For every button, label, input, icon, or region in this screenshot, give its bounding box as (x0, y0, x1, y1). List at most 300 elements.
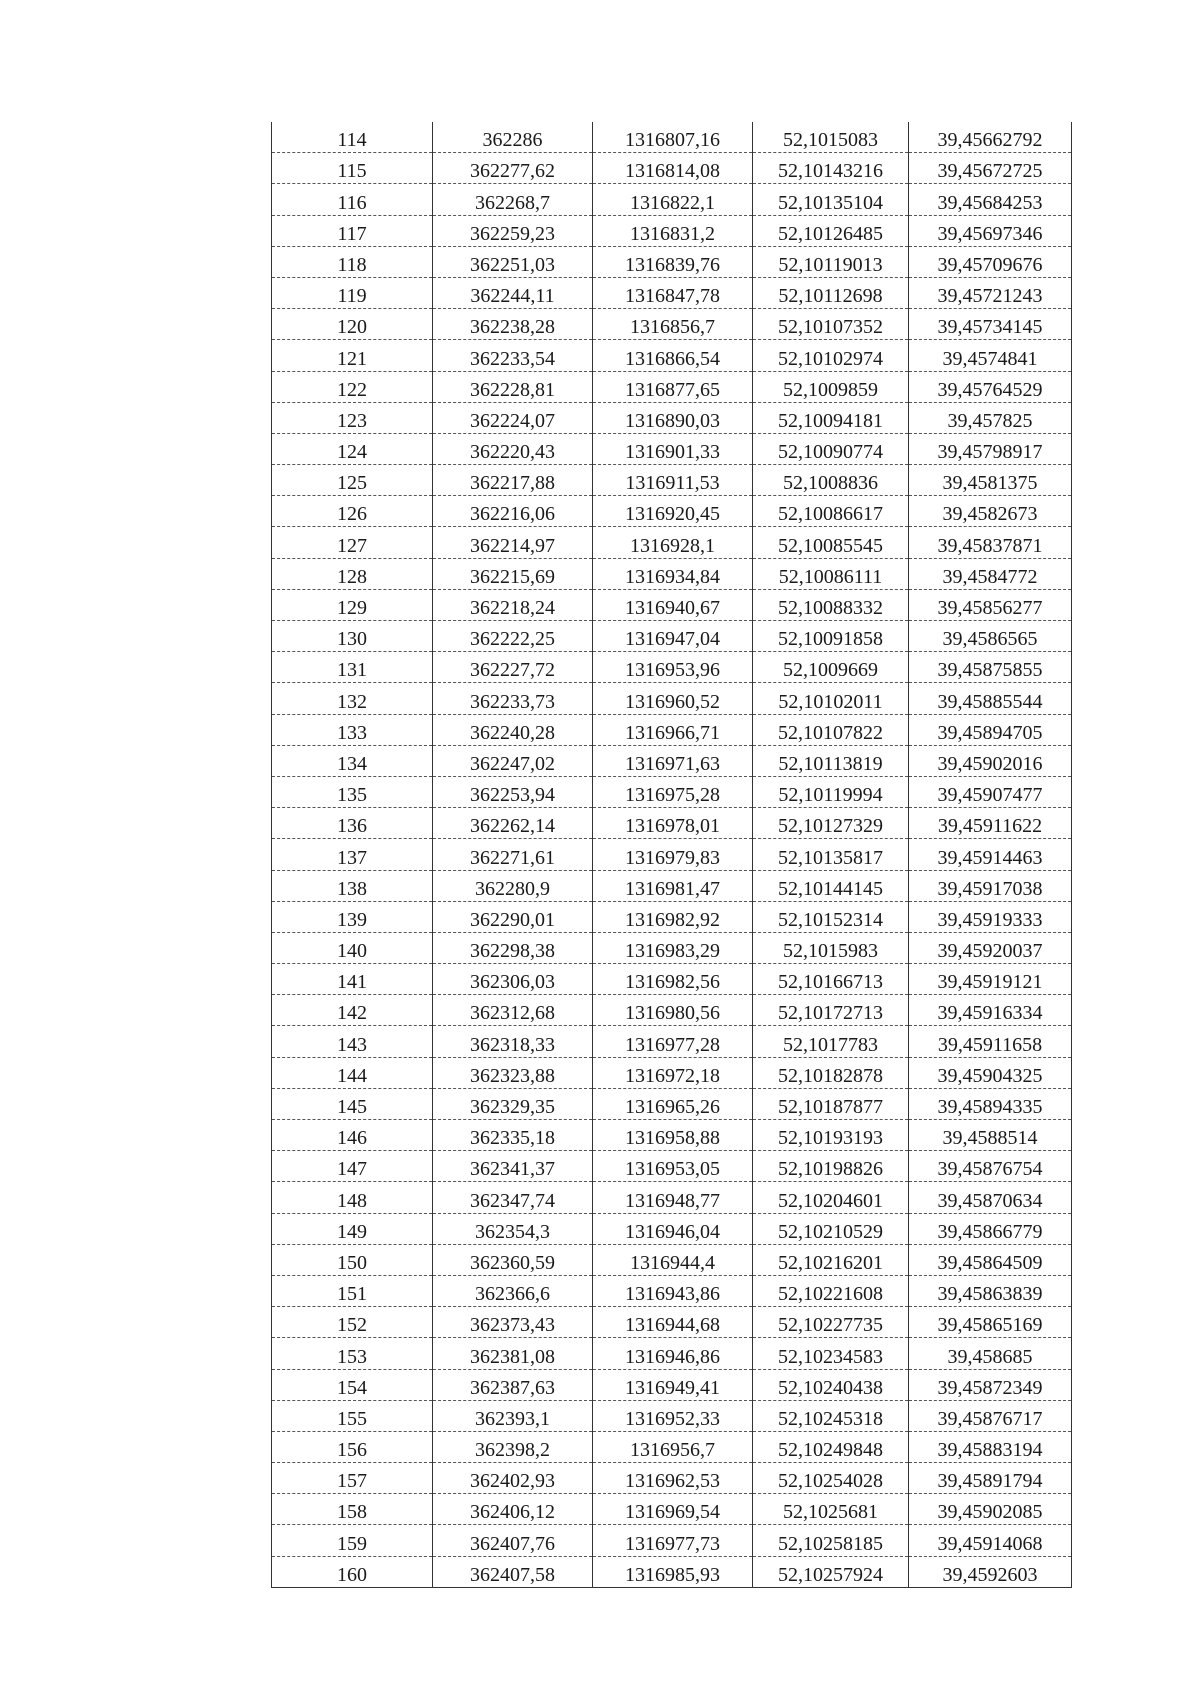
table-row (272, 839, 1072, 870)
latitude-cell (753, 1463, 909, 1494)
y-coordinate-cell (593, 870, 753, 901)
latitude-cell (753, 714, 909, 745)
point-number-cell (272, 1057, 433, 1088)
x-coordinate-value: 362247,02 (470, 752, 555, 775)
latitude-value: 52,1009859 (783, 378, 878, 401)
latitude-cell (753, 558, 909, 589)
point-number-cell (272, 589, 433, 620)
latitude-value: 52,1025681 (783, 1501, 878, 1524)
longitude-cell (909, 808, 1072, 839)
latitude-cell (753, 277, 909, 308)
x-coordinate-cell (433, 1307, 593, 1338)
latitude-value: 52,1009669 (783, 659, 878, 682)
longitude-cell (909, 433, 1072, 464)
point-number-value: 146 (337, 1127, 367, 1150)
point-number-value: 123 (337, 409, 367, 432)
point-number-cell (272, 1307, 433, 1338)
point-number-value: 124 (337, 441, 367, 464)
latitude-cell (753, 1400, 909, 1431)
point-number-cell (272, 964, 433, 995)
latitude-cell (753, 1525, 909, 1556)
latitude-cell (753, 839, 909, 870)
y-coordinate-value: 1316943,86 (625, 1283, 720, 1306)
x-coordinate-cell (433, 1400, 593, 1431)
x-coordinate-cell (433, 995, 593, 1026)
table-row (272, 1338, 1072, 1369)
x-coordinate-cell (433, 745, 593, 776)
x-coordinate-cell (433, 496, 593, 527)
point-number-value: 116 (337, 191, 367, 214)
x-coordinate-cell (433, 652, 593, 683)
x-coordinate-value: 362298,38 (470, 940, 555, 963)
latitude-value: 52,10172713 (778, 1002, 883, 1025)
latitude-cell (753, 1275, 909, 1306)
point-number-value: 118 (337, 253, 367, 276)
y-coordinate-cell (593, 496, 753, 527)
latitude-cell (753, 776, 909, 807)
longitude-cell (909, 1088, 1072, 1119)
longitude-cell (909, 277, 1072, 308)
latitude-value: 52,10119013 (778, 253, 883, 276)
y-coordinate-value: 1316982,92 (625, 908, 720, 931)
point-number-value: 136 (337, 815, 367, 838)
point-number-cell (272, 1151, 433, 1182)
x-coordinate-cell (433, 839, 593, 870)
table-row (272, 465, 1072, 496)
point-number-cell (272, 901, 433, 932)
longitude-cell (909, 714, 1072, 745)
longitude-value: 39,4574841 (942, 347, 1038, 370)
y-coordinate-value: 1316940,67 (625, 597, 720, 619)
point-number-cell (272, 1556, 433, 1587)
point-number-cell (272, 1182, 433, 1213)
longitude-value: 39,45697346 (937, 222, 1043, 245)
table-row (272, 246, 1072, 277)
longitude-value: 39,45876717 (937, 1407, 1043, 1430)
point-number-value: 147 (337, 1158, 367, 1181)
latitude-value: 52,10216201 (778, 1251, 883, 1274)
y-coordinate-cell (593, 1120, 753, 1151)
y-coordinate-cell (593, 1463, 753, 1494)
point-number-value: 127 (337, 534, 367, 557)
latitude-cell (753, 433, 909, 464)
point-number-cell (272, 932, 433, 963)
y-coordinate-cell (593, 465, 753, 496)
latitude-cell (753, 1369, 909, 1400)
x-coordinate-cell (433, 776, 593, 807)
y-coordinate-value: 1316877,65 (625, 378, 720, 401)
y-coordinate-cell (593, 1088, 753, 1119)
table-row (272, 402, 1072, 433)
x-coordinate-cell (433, 122, 593, 153)
point-number-cell (272, 527, 433, 558)
point-number-value: 152 (337, 1314, 367, 1337)
longitude-cell (909, 683, 1072, 714)
y-coordinate-cell (593, 932, 753, 963)
x-coordinate-value: 362354,3 (475, 1220, 550, 1243)
y-coordinate-cell (593, 1026, 753, 1057)
x-coordinate-value: 362318,33 (470, 1033, 555, 1056)
x-coordinate-cell (433, 184, 593, 215)
latitude-value: 52,10249848 (778, 1439, 883, 1462)
table-row (272, 995, 1072, 1026)
point-number-cell (272, 1026, 433, 1057)
longitude-cell (909, 932, 1072, 963)
y-coordinate-value: 1316831,2 (630, 222, 715, 245)
longitude-cell (909, 1213, 1072, 1244)
latitude-value: 52,10166713 (778, 971, 883, 994)
table-row (272, 277, 1072, 308)
y-coordinate-cell (593, 964, 753, 995)
y-coordinate-cell (593, 1244, 753, 1275)
latitude-cell (753, 465, 909, 496)
longitude-value: 39,45764529 (937, 378, 1043, 401)
latitude-value: 52,1015983 (783, 940, 878, 963)
point-number-cell (272, 714, 433, 745)
latitude-value: 52,10107822 (778, 721, 883, 744)
x-coordinate-value: 362224,07 (470, 409, 555, 432)
point-number-cell (272, 1494, 433, 1525)
y-coordinate-value: 1316920,45 (625, 503, 720, 526)
y-coordinate-cell (593, 745, 753, 776)
x-coordinate-cell (433, 527, 593, 558)
longitude-cell (909, 1431, 1072, 1462)
x-coordinate-cell (433, 215, 593, 246)
x-coordinate-value: 362233,54 (470, 347, 555, 370)
point-number-value: 120 (337, 316, 367, 339)
table-row (272, 1026, 1072, 1057)
table-row (272, 558, 1072, 589)
x-coordinate-value: 362387,63 (470, 1376, 555, 1399)
y-coordinate-cell (593, 433, 753, 464)
point-number-cell (272, 465, 433, 496)
latitude-cell (753, 1338, 909, 1369)
longitude-cell (909, 527, 1072, 558)
latitude-value: 52,10240438 (778, 1376, 883, 1399)
x-coordinate-cell (433, 1525, 593, 1556)
point-number-value: 132 (337, 690, 367, 713)
y-coordinate-cell (593, 1494, 753, 1525)
x-coordinate-value: 362393,1 (475, 1407, 550, 1430)
y-coordinate-cell (593, 1525, 753, 1556)
latitude-value: 52,10113819 (778, 752, 883, 775)
y-coordinate-value: 1316965,26 (625, 1096, 720, 1118)
longitude-value: 39,45894335 (937, 1096, 1043, 1118)
longitude-cell (909, 745, 1072, 776)
point-number-value: 131 (337, 659, 367, 682)
table-row (272, 184, 1072, 215)
x-coordinate-cell (433, 465, 593, 496)
y-coordinate-value: 1316948,77 (625, 1189, 720, 1212)
longitude-cell (909, 1556, 1072, 1587)
y-coordinate-cell (593, 1213, 753, 1244)
y-coordinate-value: 1316969,54 (625, 1501, 720, 1524)
longitude-value: 39,45883194 (937, 1439, 1043, 1462)
latitude-cell (753, 1307, 909, 1338)
latitude-cell (753, 1556, 909, 1587)
latitude-cell (753, 652, 909, 683)
latitude-cell (753, 122, 909, 153)
x-coordinate-cell (433, 246, 593, 277)
longitude-cell (909, 1525, 1072, 1556)
table-row (272, 1088, 1072, 1119)
latitude-value: 52,10127329 (778, 815, 883, 838)
table-row (272, 527, 1072, 558)
coordinate-table-body (272, 122, 1072, 1587)
table-row (272, 683, 1072, 714)
y-coordinate-cell (593, 402, 753, 433)
y-coordinate-value: 1316947,04 (625, 628, 720, 651)
x-coordinate-value: 362381,08 (470, 1345, 555, 1368)
longitude-cell (909, 839, 1072, 870)
y-coordinate-cell (593, 652, 753, 683)
latitude-cell (753, 932, 909, 963)
latitude-cell (753, 621, 909, 652)
x-coordinate-cell (433, 1463, 593, 1494)
y-coordinate-cell (593, 215, 753, 246)
longitude-value: 39,4584772 (942, 565, 1038, 588)
point-number-value: 156 (337, 1439, 367, 1462)
latitude-cell (753, 1494, 909, 1525)
x-coordinate-cell (433, 1182, 593, 1213)
longitude-cell (909, 465, 1072, 496)
longitude-value: 39,45662792 (937, 129, 1043, 152)
longitude-value: 39,45914463 (937, 846, 1043, 869)
x-coordinate-value: 362244,11 (470, 285, 555, 308)
x-coordinate-value: 362306,03 (470, 971, 555, 994)
x-coordinate-cell (433, 558, 593, 589)
x-coordinate-value: 362228,81 (470, 378, 555, 401)
y-coordinate-cell (593, 1275, 753, 1306)
point-number-cell (272, 277, 433, 308)
point-number-cell (272, 652, 433, 683)
x-coordinate-value: 362335,18 (470, 1127, 555, 1150)
table-row (272, 371, 1072, 402)
latitude-cell (753, 745, 909, 776)
x-coordinate-cell (433, 402, 593, 433)
longitude-value: 39,45894705 (937, 721, 1043, 744)
table-row (272, 808, 1072, 839)
latitude-value: 52,10254028 (778, 1470, 883, 1493)
point-number-cell (272, 870, 433, 901)
x-coordinate-value: 362259,23 (470, 222, 555, 245)
y-coordinate-cell (593, 277, 753, 308)
point-number-value: 144 (337, 1064, 367, 1087)
point-number-cell (272, 309, 433, 340)
latitude-value: 52,10091858 (778, 628, 883, 651)
longitude-value: 39,45875855 (937, 659, 1043, 682)
latitude-value: 52,10144145 (778, 877, 883, 900)
latitude-value: 52,10257924 (778, 1563, 883, 1586)
y-coordinate-value: 1316985,93 (625, 1563, 720, 1586)
y-coordinate-value: 1316958,88 (625, 1127, 720, 1150)
point-number-value: 139 (337, 908, 367, 931)
point-number-cell (272, 776, 433, 807)
y-coordinate-cell (593, 901, 753, 932)
longitude-cell (909, 371, 1072, 402)
latitude-value: 52,10204601 (778, 1189, 883, 1212)
longitude-cell (909, 1057, 1072, 1088)
x-coordinate-cell (433, 1026, 593, 1057)
y-coordinate-value: 1316890,03 (625, 409, 720, 432)
y-coordinate-value: 1316952,33 (625, 1407, 720, 1430)
point-number-value: 133 (337, 721, 367, 744)
latitude-cell (753, 1151, 909, 1182)
longitude-value: 39,45916334 (937, 1002, 1043, 1025)
latitude-cell (753, 1244, 909, 1275)
point-number-value: 138 (337, 877, 367, 900)
table-row (272, 1213, 1072, 1244)
point-number-cell (272, 621, 433, 652)
longitude-value: 39,45872349 (937, 1376, 1043, 1399)
longitude-cell (909, 184, 1072, 215)
x-coordinate-value: 362402,93 (470, 1470, 555, 1493)
x-coordinate-value: 362323,88 (470, 1064, 555, 1087)
point-number-cell (272, 1213, 433, 1244)
latitude-cell (753, 870, 909, 901)
point-number-cell (272, 496, 433, 527)
y-coordinate-cell (593, 1369, 753, 1400)
longitude-cell (909, 964, 1072, 995)
x-coordinate-cell (433, 808, 593, 839)
x-coordinate-value: 362407,58 (470, 1563, 555, 1586)
point-number-cell (272, 808, 433, 839)
x-coordinate-value: 362268,7 (475, 191, 550, 214)
point-number-value: 122 (337, 378, 367, 401)
longitude-value: 39,45863839 (937, 1283, 1043, 1306)
coordinate-table (271, 122, 1072, 1588)
table-row (272, 1057, 1072, 1088)
longitude-cell (909, 340, 1072, 371)
x-coordinate-cell (433, 277, 593, 308)
point-number-cell (272, 839, 433, 870)
x-coordinate-cell (433, 589, 593, 620)
longitude-cell (909, 1400, 1072, 1431)
latitude-cell (753, 153, 909, 184)
longitude-cell (909, 1244, 1072, 1275)
y-coordinate-cell (593, 558, 753, 589)
y-coordinate-value: 1316839,76 (625, 253, 720, 276)
latitude-cell (753, 964, 909, 995)
point-number-cell (272, 1463, 433, 1494)
latitude-cell (753, 402, 909, 433)
x-coordinate-value: 362373,43 (470, 1314, 555, 1337)
latitude-cell (753, 901, 909, 932)
point-number-value: 157 (337, 1470, 367, 1493)
x-coordinate-value: 362277,62 (470, 160, 555, 183)
longitude-value: 39,458685 (947, 1345, 1033, 1368)
y-coordinate-cell (593, 995, 753, 1026)
point-number-cell (272, 1431, 433, 1462)
latitude-value: 52,10245318 (778, 1407, 883, 1430)
point-number-value: 150 (337, 1251, 367, 1274)
y-coordinate-cell (593, 371, 753, 402)
y-coordinate-value: 1316822,1 (630, 191, 715, 214)
y-coordinate-cell (593, 246, 753, 277)
table-row (272, 745, 1072, 776)
point-number-cell (272, 1275, 433, 1306)
longitude-value: 39,4592603 (942, 1563, 1038, 1586)
y-coordinate-cell (593, 527, 753, 558)
point-number-value: 145 (337, 1096, 367, 1118)
latitude-cell (753, 215, 909, 246)
longitude-value: 39,45904325 (937, 1064, 1043, 1087)
latitude-cell (753, 246, 909, 277)
longitude-cell (909, 402, 1072, 433)
x-coordinate-value: 362406,12 (470, 1501, 555, 1524)
latitude-cell (753, 1088, 909, 1119)
table-row (272, 309, 1072, 340)
x-coordinate-value: 362290,01 (470, 908, 555, 931)
x-coordinate-value: 362214,97 (470, 534, 555, 557)
longitude-value: 39,45876754 (937, 1158, 1043, 1181)
latitude-value: 52,1017783 (783, 1033, 878, 1056)
y-coordinate-value: 1316953,05 (625, 1158, 720, 1181)
y-coordinate-value: 1316982,56 (625, 971, 720, 994)
point-number-value: 142 (337, 1002, 367, 1025)
x-coordinate-cell (433, 1556, 593, 1587)
longitude-value: 39,4581375 (942, 472, 1038, 495)
x-coordinate-cell (433, 1494, 593, 1525)
point-number-cell (272, 433, 433, 464)
longitude-cell (909, 215, 1072, 246)
y-coordinate-value: 1316946,04 (625, 1220, 720, 1243)
latitude-value: 52,10198826 (778, 1158, 883, 1181)
latitude-value: 52,10210529 (778, 1220, 883, 1243)
x-coordinate-value: 362233,73 (470, 690, 555, 713)
longitude-value: 39,45870634 (937, 1189, 1043, 1212)
x-coordinate-cell (433, 1213, 593, 1244)
longitude-cell (909, 1338, 1072, 1369)
longitude-value: 39,45866779 (937, 1220, 1043, 1243)
longitude-value: 39,45919121 (937, 971, 1043, 994)
point-number-value: 151 (337, 1283, 367, 1306)
latitude-cell (753, 589, 909, 620)
point-number-value: 149 (337, 1220, 367, 1243)
longitude-cell (909, 901, 1072, 932)
point-number-value: 115 (337, 160, 367, 183)
y-coordinate-value: 1316901,33 (625, 441, 720, 464)
x-coordinate-cell (433, 1338, 593, 1369)
point-number-cell (272, 340, 433, 371)
longitude-value: 39,4582673 (942, 503, 1038, 526)
longitude-cell (909, 589, 1072, 620)
table-row (272, 1431, 1072, 1462)
longitude-value: 39,45920037 (937, 940, 1043, 963)
latitude-value: 52,10135104 (778, 191, 883, 214)
latitude-value: 52,10182878 (778, 1064, 883, 1087)
point-number-value: 128 (337, 565, 367, 588)
x-coordinate-value: 362286 (482, 129, 543, 152)
y-coordinate-cell (593, 839, 753, 870)
latitude-value: 52,10102011 (778, 690, 883, 713)
y-coordinate-cell (593, 683, 753, 714)
longitude-value: 39,45865169 (937, 1314, 1043, 1337)
longitude-cell (909, 1463, 1072, 1494)
point-number-value: 121 (337, 347, 367, 370)
longitude-value: 39,45914068 (937, 1532, 1043, 1555)
latitude-cell (753, 527, 909, 558)
y-coordinate-value: 1316953,96 (625, 659, 720, 682)
point-number-value: 129 (337, 597, 367, 619)
latitude-value: 52,10119994 (778, 784, 883, 807)
table-row (272, 340, 1072, 371)
y-coordinate-value: 1316962,53 (625, 1470, 720, 1493)
y-coordinate-cell (593, 309, 753, 340)
point-number-cell (272, 371, 433, 402)
longitude-value: 39,45911658 (937, 1033, 1043, 1056)
y-coordinate-cell (593, 122, 753, 153)
